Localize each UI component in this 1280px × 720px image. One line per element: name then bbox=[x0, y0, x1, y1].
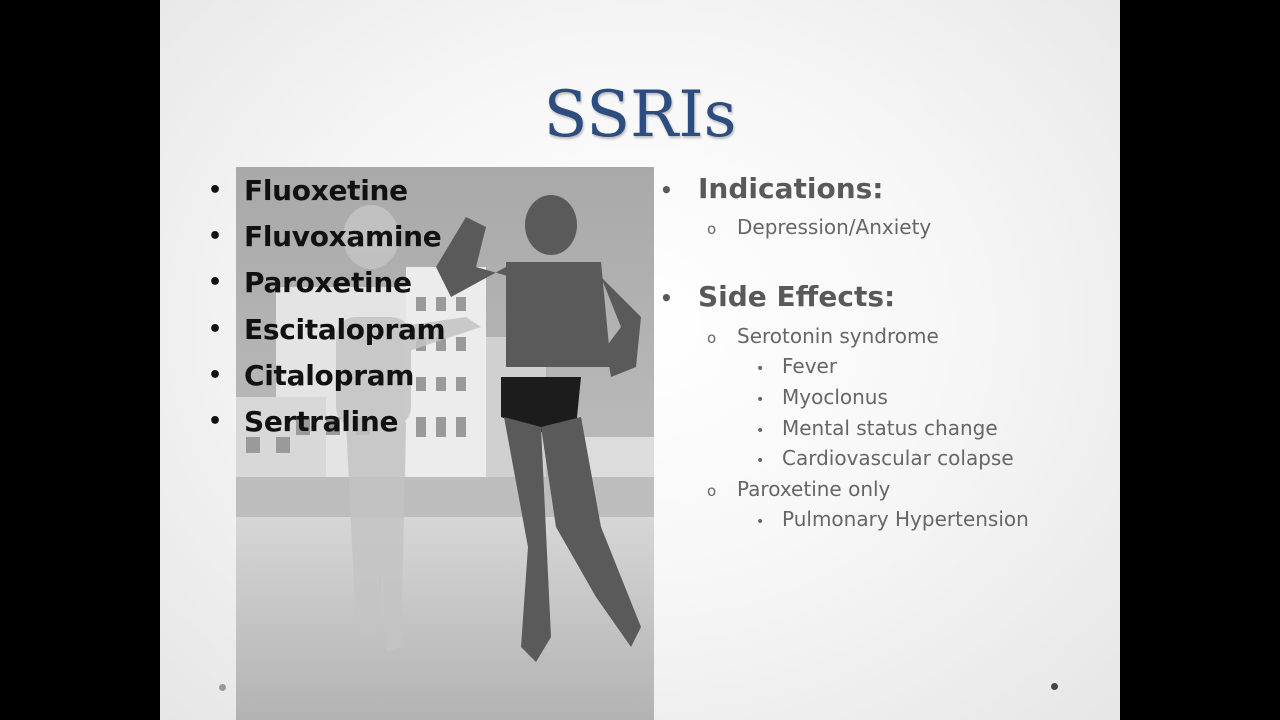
bullet-icon: • bbox=[660, 178, 673, 202]
side-effect-text: Serotonin syndrome bbox=[737, 324, 939, 348]
drug-name: Fluoxetine bbox=[244, 174, 408, 207]
decorative-dot bbox=[1051, 683, 1058, 690]
drug-name: Sertraline bbox=[244, 404, 399, 438]
bullet-icon: • bbox=[660, 286, 673, 310]
indications-heading bbox=[656, 172, 884, 205]
slide-title: SSRIs bbox=[543, 78, 737, 152]
drug-name: Escitalopram bbox=[244, 312, 446, 346]
bullet-icon: • bbox=[208, 224, 222, 250]
bullet-icon: • bbox=[756, 392, 765, 408]
sub-bullet-icon: o bbox=[707, 329, 717, 347]
heading-text: Side Effects: bbox=[698, 280, 896, 313]
symptom-item bbox=[754, 416, 998, 440]
indication-item bbox=[707, 215, 931, 239]
paroxetine-only-item bbox=[707, 477, 890, 501]
symptom-text: Cardiovascular colapse bbox=[782, 446, 1014, 470]
sub-bullet-icon: o bbox=[707, 220, 717, 238]
list-item bbox=[204, 172, 445, 218]
drug-list bbox=[204, 172, 445, 449]
symptom-item bbox=[754, 507, 1029, 531]
serotonin-syndrome-item bbox=[707, 324, 939, 348]
symptom-text: Fever bbox=[782, 354, 838, 378]
symptom-text: Mental status change bbox=[782, 416, 998, 440]
bullet-icon: • bbox=[208, 178, 222, 203]
side-effect-text: Paroxetine only bbox=[737, 477, 891, 501]
list-item bbox=[204, 357, 445, 403]
bullet-icon: • bbox=[756, 453, 765, 469]
heading-text: Indications: bbox=[698, 172, 884, 205]
symptom-text: Pulmonary Hypertension bbox=[782, 507, 1029, 531]
bullet-icon: • bbox=[756, 361, 765, 377]
drug-name: Citalopram bbox=[244, 358, 415, 392]
drug-name: Fluvoxamine bbox=[244, 220, 442, 254]
list-item bbox=[204, 403, 445, 449]
bullet-icon: • bbox=[208, 362, 222, 388]
bullet-icon: • bbox=[208, 270, 222, 296]
side-effects-heading bbox=[656, 280, 895, 313]
list-item bbox=[204, 311, 445, 357]
symptom-text: Myoclonus bbox=[782, 385, 888, 409]
bullet-icon: • bbox=[208, 316, 222, 342]
decorative-dot bbox=[219, 684, 226, 691]
bullet-icon: • bbox=[208, 408, 222, 434]
drug-name: Paroxetine bbox=[244, 266, 412, 300]
list-item bbox=[204, 218, 445, 264]
bullet-icon: • bbox=[756, 423, 765, 439]
slide bbox=[160, 0, 1120, 720]
bullet-icon: • bbox=[756, 514, 765, 530]
indication-text: Depression/Anxiety bbox=[737, 215, 932, 239]
symptom-item bbox=[754, 385, 888, 409]
list-item bbox=[204, 264, 445, 310]
symptom-item bbox=[754, 354, 837, 378]
symptom-item bbox=[754, 446, 1014, 470]
sub-bullet-icon: o bbox=[707, 482, 717, 500]
